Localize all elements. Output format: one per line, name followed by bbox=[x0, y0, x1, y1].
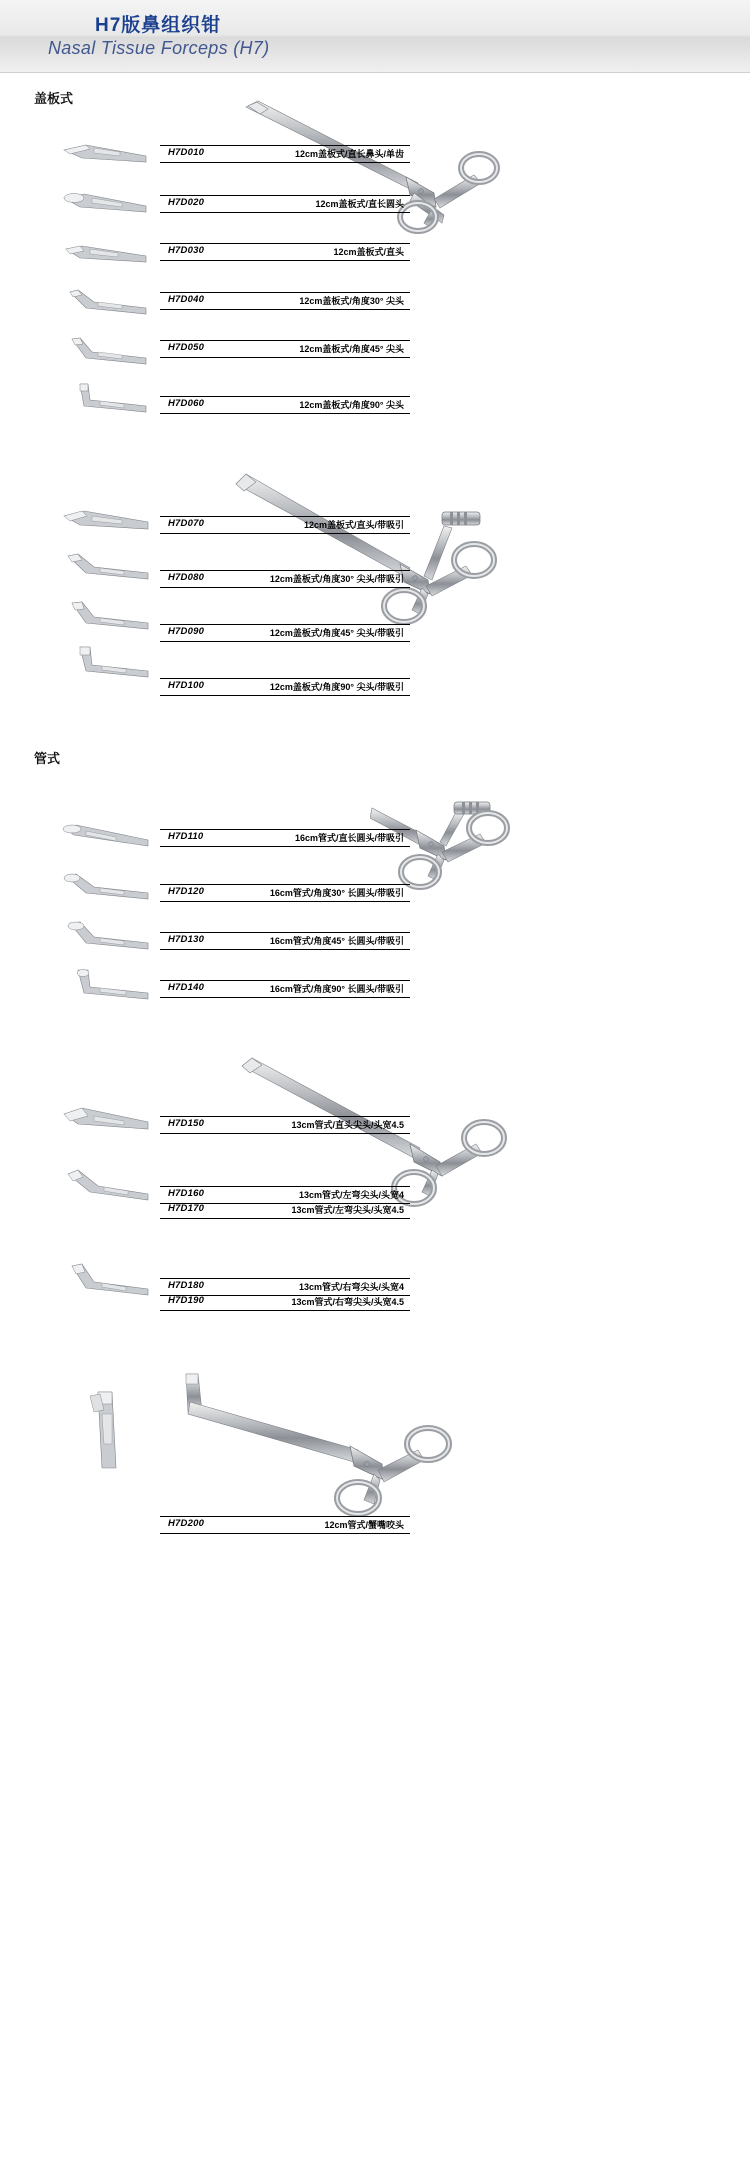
instrument-tip-h7d160-170 bbox=[58, 1168, 153, 1204]
table-row bbox=[160, 292, 410, 310]
section-label-1: 盖板式 bbox=[34, 91, 74, 106]
table-row bbox=[160, 980, 410, 998]
instrument-tip-h7d110 bbox=[58, 822, 153, 850]
table-row bbox=[160, 884, 410, 902]
product-code: H7D010 bbox=[168, 147, 205, 158]
product-desc: 12cm盖板式/角度90° 尖头 bbox=[299, 400, 404, 410]
product-desc: 13cm管式/右弯尖头/头宽4.5 bbox=[291, 1297, 404, 1307]
instrument-tip-h7d050 bbox=[60, 336, 150, 368]
instrument-tip-h7d150 bbox=[58, 1104, 153, 1134]
table-row bbox=[160, 195, 410, 213]
product-code: H7D150 bbox=[168, 1118, 205, 1129]
instrument-full-3 bbox=[370, 800, 510, 930]
product-desc: 12cm盖板式/角度30° 尖头/带吸引 bbox=[269, 574, 404, 584]
product-desc: 12cm盖板式/角度45° 尖头 bbox=[299, 344, 404, 354]
page-title-en: Nasal Tissue Forceps (H7) bbox=[48, 38, 270, 58]
product-code: H7D180 bbox=[168, 1280, 205, 1291]
table-row bbox=[160, 243, 410, 261]
product-desc: 16cm管式/角度45° 长圆头/带吸引 bbox=[269, 936, 404, 946]
product-code: H7D130 bbox=[168, 934, 205, 945]
product-code: H7D080 bbox=[168, 572, 205, 583]
instrument-tip-h7d010 bbox=[60, 140, 150, 166]
product-desc: 12cm盖板式/直长圆头 bbox=[315, 199, 404, 209]
instrument-tip-h7d080 bbox=[58, 552, 153, 582]
instrument-tip-h7d120 bbox=[58, 872, 153, 902]
product-desc: 13cm管式/直头尖头/头宽4.5 bbox=[291, 1120, 404, 1130]
product-code: H7D120 bbox=[168, 886, 205, 897]
product-code: H7D090 bbox=[168, 626, 205, 637]
instrument-tip-h7d040 bbox=[60, 288, 150, 318]
section-label-2: 管式 bbox=[34, 751, 61, 766]
table-row bbox=[160, 678, 410, 696]
instrument-tip-h7d100 bbox=[58, 645, 153, 681]
product-code: H7D050 bbox=[168, 342, 205, 353]
instrument-tip-h7d070 bbox=[58, 506, 153, 534]
instrument-full-1 bbox=[238, 95, 508, 260]
product-desc: 12cm盖板式/角度30° 尖头 bbox=[299, 296, 404, 306]
instrument-tip-h7d060 bbox=[60, 382, 150, 416]
table-row bbox=[160, 932, 410, 950]
table-row bbox=[160, 516, 410, 534]
table-row bbox=[160, 145, 410, 163]
table-row bbox=[160, 570, 410, 588]
product-code: H7D030 bbox=[168, 245, 205, 256]
page-title-cn: H7版鼻组织钳 bbox=[95, 15, 222, 36]
instrument-tip-h7d090 bbox=[58, 600, 153, 632]
table-row bbox=[160, 624, 410, 642]
table-row bbox=[160, 1116, 410, 1134]
product-desc: 16cm管式/直长圆头/带吸引 bbox=[294, 833, 404, 843]
instrument-tip-h7d180-190 bbox=[58, 1262, 153, 1298]
product-code: H7D060 bbox=[168, 398, 205, 409]
table-row bbox=[160, 1202, 410, 1219]
product-code: H7D040 bbox=[168, 294, 205, 305]
product-code: H7D070 bbox=[168, 518, 205, 529]
table-row bbox=[160, 340, 410, 358]
instrument-tip-h7d020 bbox=[60, 190, 150, 216]
product-code: H7D110 bbox=[168, 831, 204, 842]
instrument-tip-h7d130 bbox=[58, 920, 153, 952]
product-code: H7D200 bbox=[168, 1518, 205, 1529]
instrument-tip-h7d200 bbox=[78, 1388, 138, 1478]
table-row bbox=[160, 829, 410, 847]
product-code: H7D100 bbox=[168, 680, 205, 691]
product-desc: 16cm管式/角度90° 长圆头/带吸引 bbox=[269, 984, 404, 994]
product-desc: 12cm盖板式/角度45° 尖头/带吸引 bbox=[269, 628, 404, 638]
instrument-tip-h7d140 bbox=[58, 968, 153, 1002]
product-code: H7D140 bbox=[168, 982, 205, 993]
product-desc: 13cm管式/右弯尖头/头宽4 bbox=[298, 1282, 404, 1292]
product-desc: 12cm盖板式/直头 bbox=[333, 247, 404, 257]
product-desc: 13cm管式/左弯尖头/头宽4.5 bbox=[291, 1205, 404, 1215]
product-desc: 12cm盖板式/直头/带吸引 bbox=[303, 520, 404, 530]
product-desc: 12cm管式/蟹嘴咬头 bbox=[324, 1520, 404, 1530]
table-row bbox=[160, 1516, 410, 1534]
product-desc: 12cm盖板式/角度90° 尖头/带吸引 bbox=[269, 682, 404, 692]
table-row bbox=[160, 1294, 410, 1311]
instrument-full-4 bbox=[236, 1052, 516, 1252]
product-code: H7D020 bbox=[168, 197, 205, 208]
instrument-full-5 bbox=[158, 1368, 488, 1568]
product-code: H7D160 bbox=[168, 1188, 205, 1199]
product-desc: 16cm管式/角度30° 长圆头/带吸引 bbox=[269, 888, 404, 898]
product-code: H7D170 bbox=[168, 1203, 205, 1214]
product-code: H7D190 bbox=[168, 1295, 205, 1306]
product-desc: 12cm盖板式/直长鼻头/单齿 bbox=[294, 149, 404, 159]
product-desc: 13cm管式/左弯尖头/头宽4 bbox=[298, 1190, 404, 1200]
table-row bbox=[160, 396, 410, 414]
page-header bbox=[0, 0, 750, 73]
instrument-tip-h7d030 bbox=[60, 240, 150, 266]
